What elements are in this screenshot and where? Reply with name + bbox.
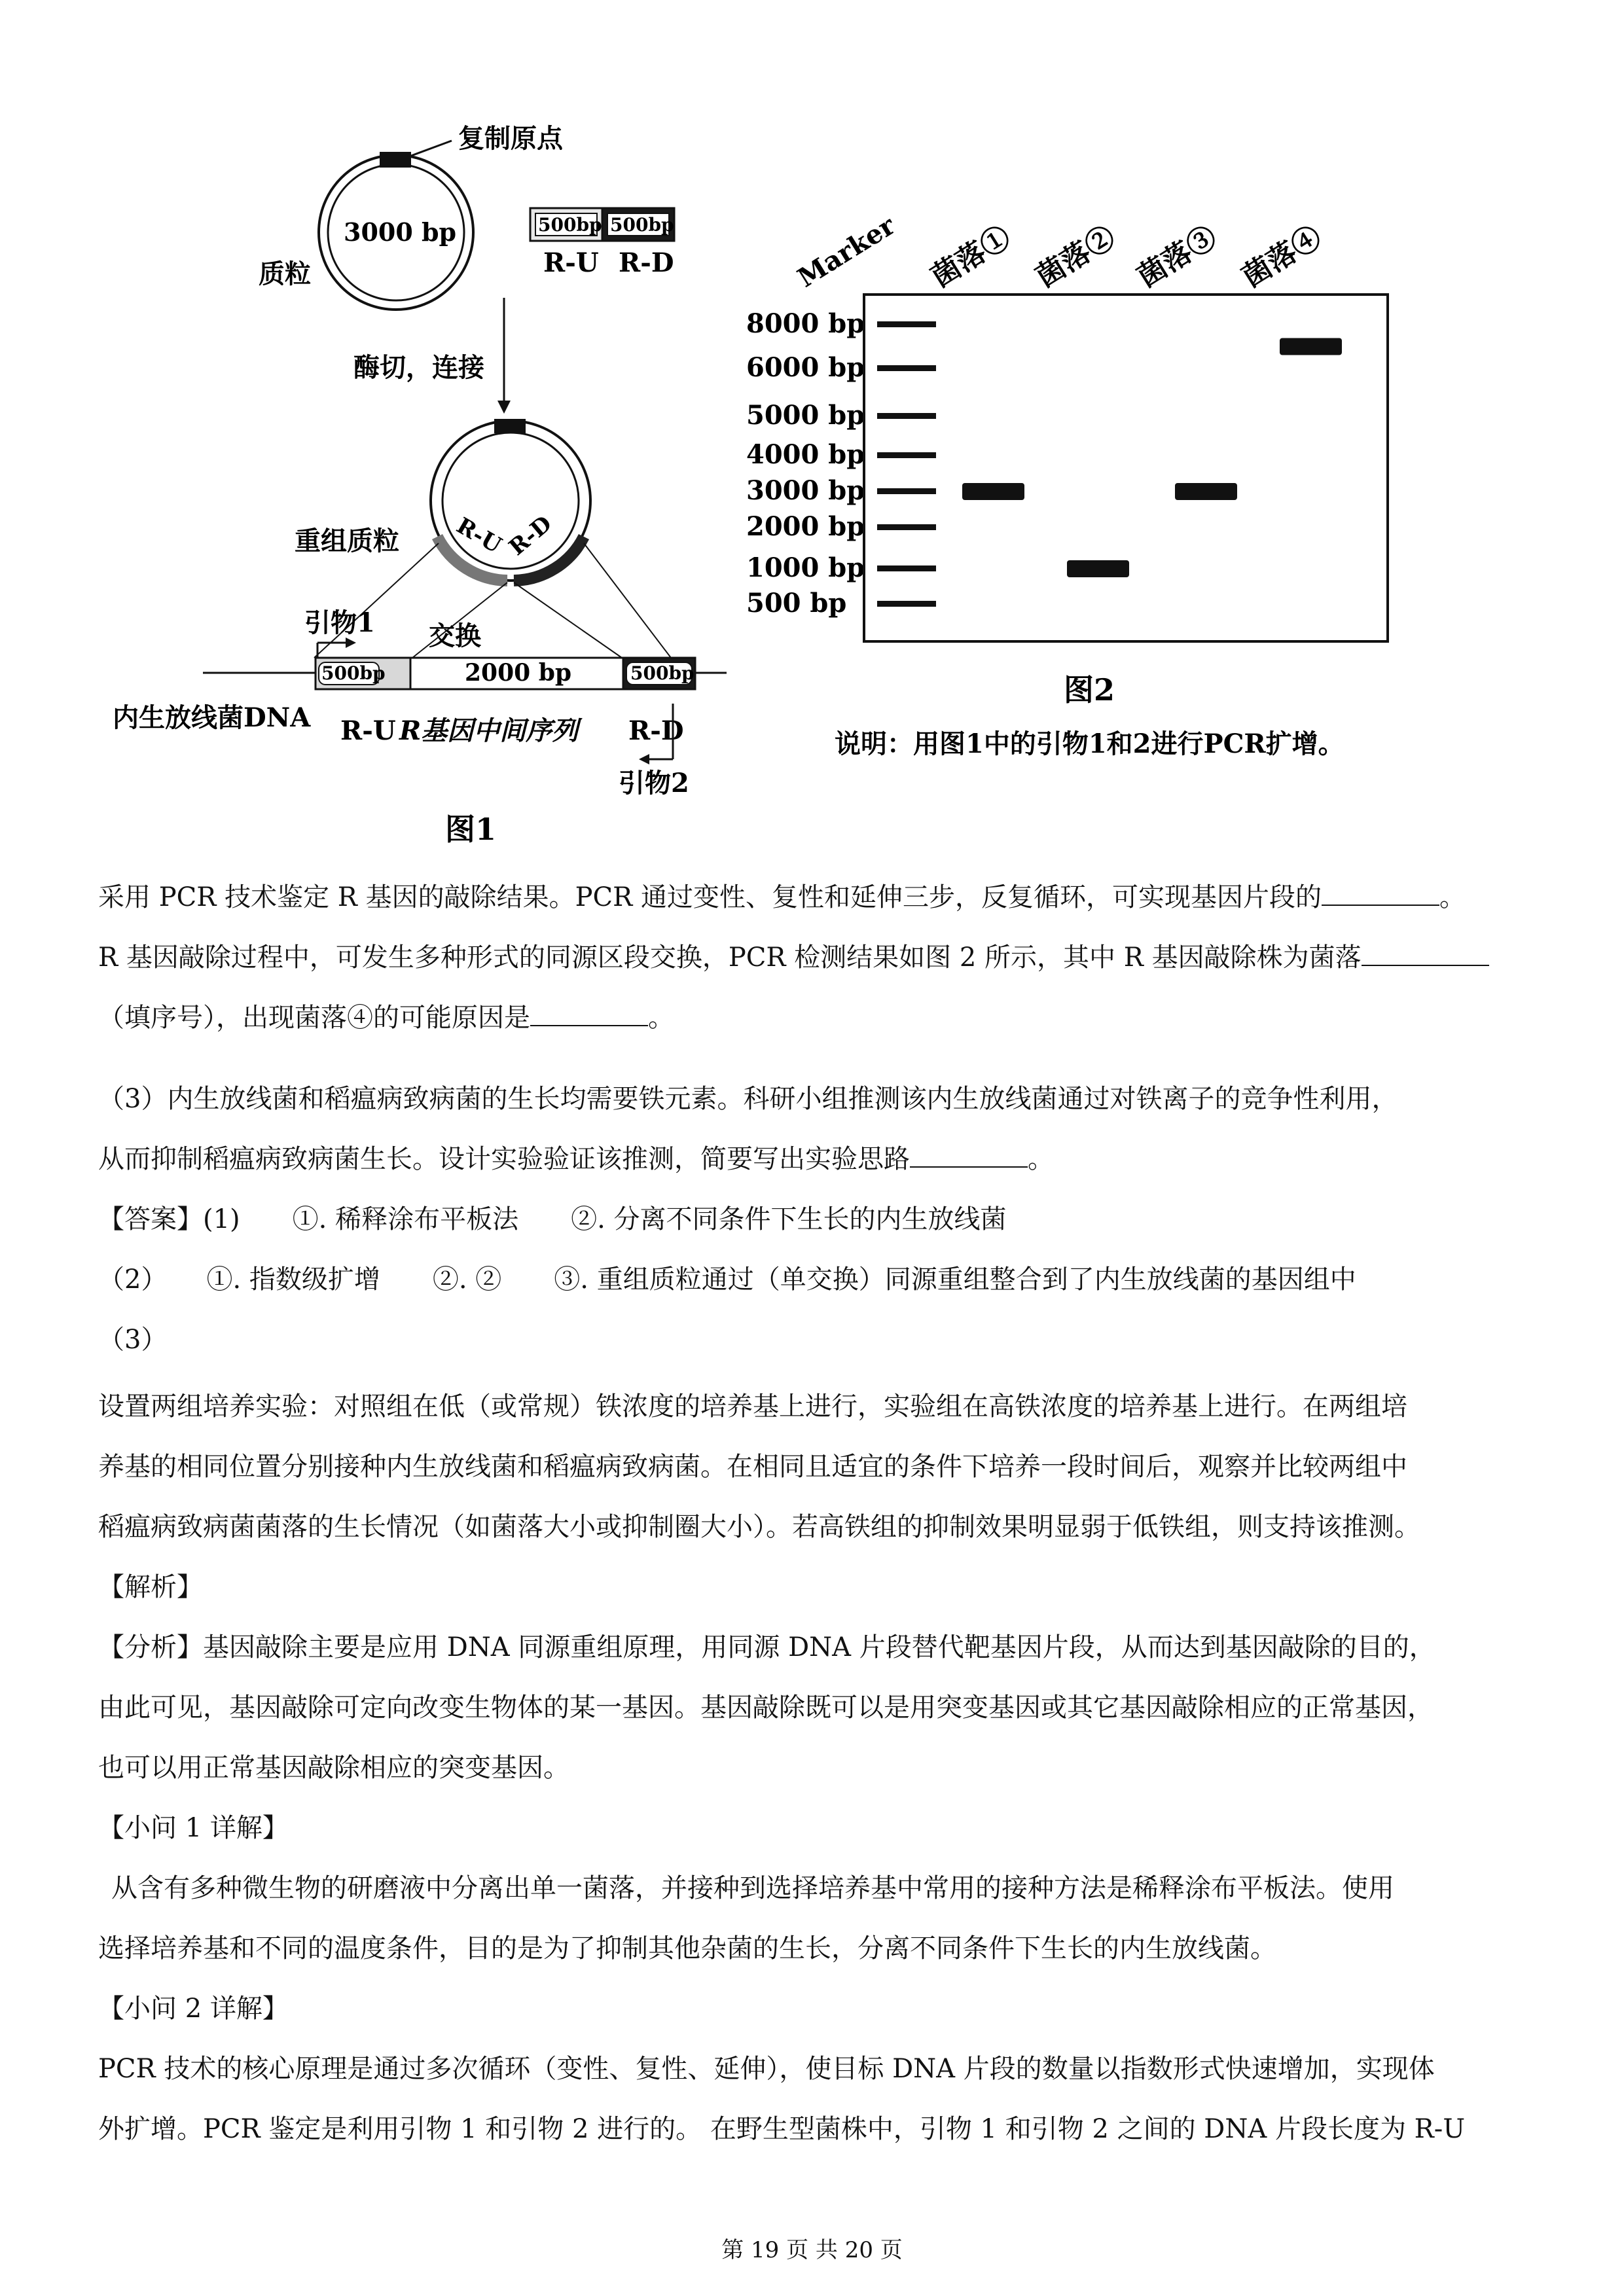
fragment-size-b: 500bp bbox=[610, 214, 674, 236]
bottom-rd-label: R-D bbox=[628, 715, 684, 746]
answer-1: 【答案】(1) ①. 稀释涂布平板法 ②. 分离不同条件下生长的内生放线菌 bbox=[98, 1204, 1007, 1234]
ladder-label-1: 6000 bp bbox=[746, 352, 865, 383]
analysis-heading: 【解析】 bbox=[98, 1572, 203, 1602]
lane-label-3: 菌落③ bbox=[1131, 220, 1223, 295]
figure-1 bbox=[98, 111, 785, 857]
analysis-line2: 由此可见，基因敲除可定向改变生物体的某一基因。基因敲除既可以是用突变基因或其它基因敲除相应的正常基因， bbox=[98, 1693, 1434, 1723]
sub-q2-line1: PCR 技术的核心原理是通过多次循环（变性、复性、延伸），使目标 DNA 片段的数量以指数形式快速增加，实现体 bbox=[98, 2054, 1435, 2084]
dna-label: 内生放线菌DNA bbox=[113, 702, 311, 733]
para-knockout bbox=[98, 927, 1526, 988]
ladder-label-6: 1000 bp bbox=[746, 552, 865, 583]
para-knockout-text: R 基因敲除过程中，可发生多种形式的同源区段交换，PCR 检测结果如图 2 所示，其中 R 基因敲除株为菌落 bbox=[98, 942, 1362, 973]
answer-2: （2） ①. 指数级扩增 ②. ② ③. 重组质粒通过（单交换）同源重组整合到了内生放线菌的基因组中 bbox=[98, 1265, 1356, 1295]
answer-3-line1: 设置两组培养实验：对照组在低（或常规）铁浓度的培养基上进行，实验组在高铁浓度的培养基上进行。在两组培 bbox=[98, 1391, 1407, 1422]
marker-band-5 bbox=[877, 524, 936, 530]
para-pcr bbox=[98, 867, 1526, 927]
sub-q1-heading: 【小问 1 详解】 bbox=[98, 1813, 289, 1843]
blank-3 bbox=[530, 999, 648, 1026]
recombinant-plasmid bbox=[295, 419, 590, 581]
fragment-ru-label: R-U bbox=[543, 247, 599, 278]
ladder-label-5: 2000 bp bbox=[746, 511, 865, 542]
para-pcr-text: 采用 PCR 技术鉴定 R 基因的敲除结果。PCR 通过变性、复性和延伸三步，反复循环，可实现基因片段的 bbox=[98, 882, 1322, 912]
marker-band-7 bbox=[877, 601, 936, 607]
colony-band-4 bbox=[1280, 338, 1342, 355]
ladder-label-0: 8000 bp bbox=[746, 308, 865, 339]
answer-3-line2: 养基的相同位置分别接种内生放线菌和稻瘟病致病菌。在相同且适宜的条件下培养一段时间后，观察并比较两组中 bbox=[98, 1452, 1407, 1482]
primer2-label: 引物2 bbox=[619, 768, 689, 798]
marker-band-1 bbox=[877, 365, 936, 371]
page-footer: 第 19 页 共 20 页 bbox=[721, 2237, 903, 2263]
figure2-note: 说明：用图1中的引物1和2进行PCR扩增。 bbox=[835, 728, 1344, 759]
lane-label-2: 菌落② bbox=[1030, 220, 1121, 295]
colony-band-1 bbox=[962, 483, 1024, 500]
plasmid-diagram bbox=[259, 123, 564, 310]
figure1-caption: 图1 bbox=[445, 812, 497, 847]
answer-3-line3: 稻瘟病致病菌菌落的生长情况（如菌落大小或抑制圈大小）。若高铁组的抑制效果明显弱于低铁组，则支持该推测。 bbox=[98, 1512, 1420, 1542]
ladder-label-7: 500 bp bbox=[746, 588, 847, 619]
analysis-line3: 也可以用正常基因敲除相应的突变基因。 bbox=[98, 1753, 569, 1783]
ring-rd-label: R-D bbox=[504, 511, 557, 561]
para-colony4-text: （填序号），出现菌落④的可能原因是 bbox=[98, 1003, 530, 1033]
exchange-label: 交换 bbox=[429, 620, 481, 651]
fragment-size-a: 500bp bbox=[538, 214, 602, 236]
figure2-caption: 图2 bbox=[1064, 672, 1115, 708]
marker-band-4 bbox=[877, 488, 936, 494]
plasmid-size: 3000 bp bbox=[344, 217, 457, 247]
ring-ru-label: R-U bbox=[452, 512, 506, 559]
fragment-diagram bbox=[530, 208, 674, 278]
para-pcr-end: 。 bbox=[1439, 882, 1466, 912]
step-label: 酶切，连接 bbox=[353, 352, 484, 383]
marker-band-0 bbox=[877, 321, 936, 327]
lane-label-1: 菌落① bbox=[925, 220, 1017, 295]
answer-3: （3） bbox=[98, 1325, 168, 1355]
lane-label-4: 菌落④ bbox=[1236, 220, 1327, 295]
figure-2-gel bbox=[746, 196, 1453, 772]
bottom-mid-label: R基因中间序列 bbox=[399, 715, 579, 746]
ladder-label-3: 4000 bp bbox=[746, 439, 865, 470]
dna-strand bbox=[203, 658, 727, 689]
origin-marker bbox=[380, 152, 411, 168]
lane-label-0: Marker bbox=[792, 209, 901, 294]
para-colony4 bbox=[98, 988, 1526, 1048]
sub-q2-line2: 外扩增。PCR 鉴定是利用引物 1 和引物 2 进行的。 在野生型菌株中，引物 1 和引物 2 之间的 DNA 片段长度为 R-U bbox=[98, 2114, 1466, 2144]
plasmid-label: 质粒 bbox=[259, 259, 311, 289]
primer1-label: 引物1 bbox=[304, 607, 375, 638]
question-3-b bbox=[98, 1129, 1526, 1189]
ladder-label-2: 5000 bp bbox=[746, 400, 865, 431]
question-3-a: （3）内生放线菌和稻瘟病致病菌的生长均需要铁元素。科研小组推测该内生放线菌通过对铁离子的竞争性利用， bbox=[98, 1084, 1398, 1114]
recombinant-label: 重组质粒 bbox=[295, 526, 399, 556]
question-3-b-text: 从而抑制稻瘟病致病菌生长。设计实验验证该推测，简要写出实验思路 bbox=[98, 1144, 910, 1174]
marker-band-2 bbox=[877, 413, 936, 419]
analysis-line1: 【分析】基因敲除主要是应用 DNA 同源重组原理，用同源 DNA 片段替代靶基因片段，从而达到基因敲除的目的， bbox=[98, 1632, 1435, 1662]
sub-q2-heading: 【小问 2 详解】 bbox=[98, 1994, 289, 2024]
seg-mid-size: 2000 bp bbox=[465, 659, 572, 687]
bottom-ru-label: R-U bbox=[340, 715, 396, 746]
marker-band-3 bbox=[877, 452, 936, 458]
origin-label: 复制原点 bbox=[458, 123, 563, 154]
colony-band-3 bbox=[1175, 483, 1237, 500]
question-3-b-end: 。 bbox=[1028, 1144, 1054, 1174]
marker-band-6 bbox=[877, 565, 936, 571]
blank-1 bbox=[1322, 878, 1439, 906]
sub-q1-line1: 从含有多种微生物的研磨液中分离出单一菌落，并接种到选择培养基中常用的接种方法是稀释涂布平板法。使用 bbox=[111, 1873, 1394, 1903]
colony-band-2 bbox=[1067, 560, 1129, 577]
ladder-label-4: 3000 bp bbox=[746, 475, 865, 506]
seg-left-size: 500bp bbox=[321, 662, 386, 684]
seg-right-size: 500bp bbox=[630, 662, 695, 684]
sub-q1-line2: 选择培养基和不同的温度条件，目的是为了抑制其他杂菌的生长，分离不同条件下生长的内生放线菌。 bbox=[98, 1933, 1276, 1964]
fragment-rd-label: R-D bbox=[619, 247, 674, 278]
blank-2 bbox=[1362, 939, 1489, 966]
para-colony4-end: 。 bbox=[648, 1003, 674, 1033]
blank-4 bbox=[910, 1140, 1028, 1168]
